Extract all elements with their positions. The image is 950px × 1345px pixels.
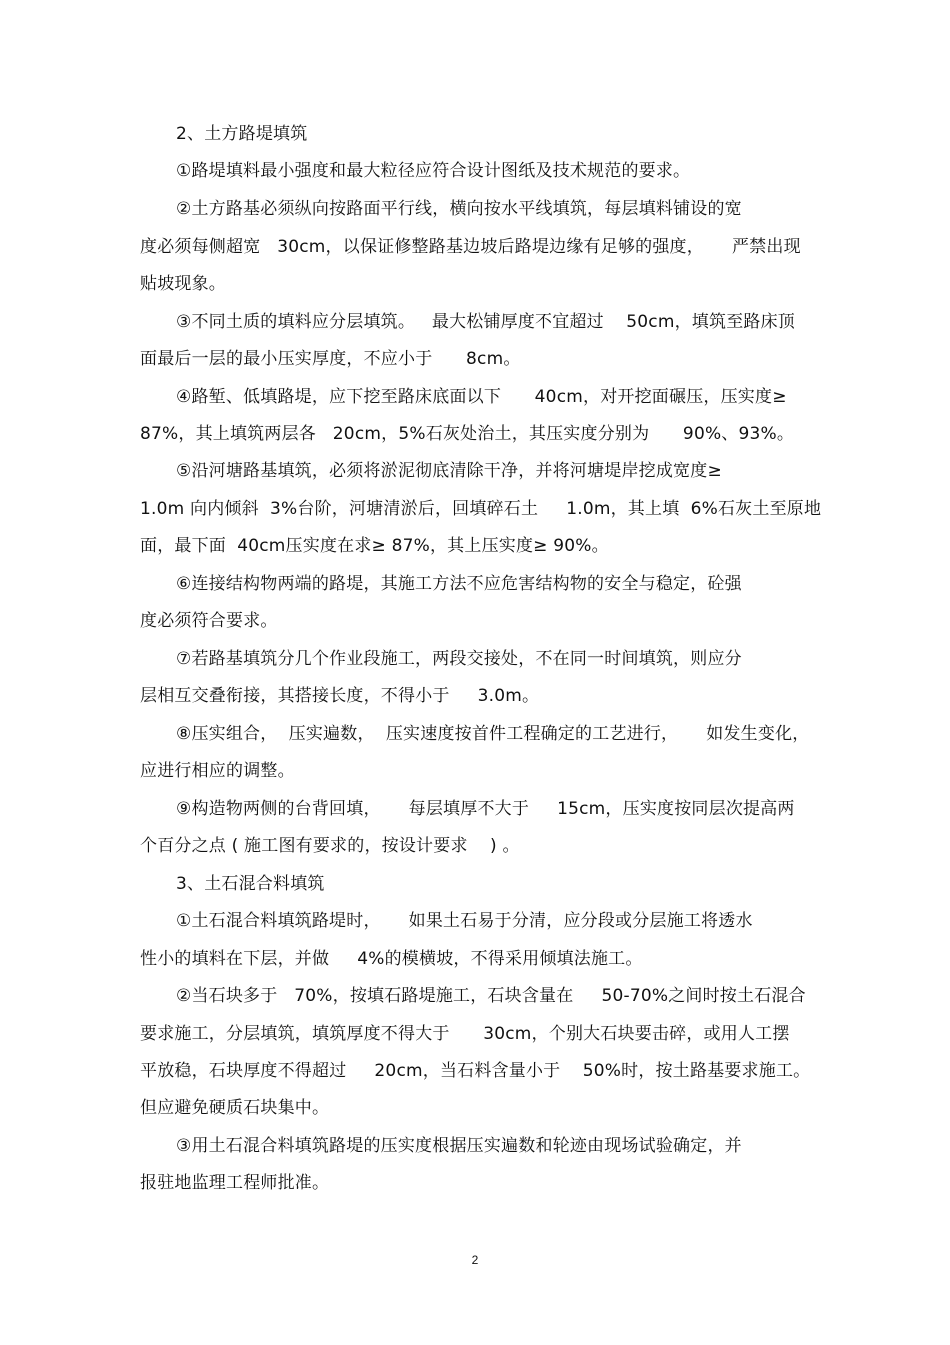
paragraph-line: ②当石块多于 70%，按填石路堤施工，石块含量在 50-70%之间时按土石混合	[176, 986, 806, 1006]
paragraph-line: 度必须每侧超宽 30cm，以保证修整路基边坡后路堤边缘有足够的强度， 严禁出现	[140, 237, 801, 257]
paragraph-line: 度必须符合要求。	[140, 611, 278, 631]
paragraph-line: 报驻地监理工程师批准。	[140, 1173, 330, 1193]
paragraph-line: 1.0m 向内倾斜 3%台阶，河塘清淤后，回填碎石土 1.0m，其上填 6%石灰土至原地	[140, 499, 822, 519]
paragraph-line: 贴坡现象。	[140, 274, 226, 294]
paragraph-line: 但应避免硬质石块集中。	[140, 1098, 330, 1118]
paragraph-line: 平放稳，石块厚度不得超过 20cm，当石料含量小于 50%时，按土路基要求施工。	[140, 1061, 811, 1081]
paragraph-line: ④路堑、低填路堤，应下挖至路床底面以下 40cm，对开挖面碾压，压实度≥	[176, 387, 787, 407]
paragraph-line: 面最后一层的最小压实厚度，不应小于 8cm。	[140, 349, 521, 369]
paragraph-line: 要求施工，分层填筑，填筑厚度不得大于 30cm，个别大石块要击碎，或用人工摆	[140, 1024, 790, 1044]
paragraph-line: ①土石混合料填筑路堤时， 如果土石易于分清，应分段或分层施工将透水	[176, 911, 753, 931]
section-heading-earthwork-embankment: 2、土方路堤填筑	[176, 124, 308, 144]
paragraph-line: 层相互交叠衔接，其搭接长度，不得小于 3.0m。	[140, 686, 540, 706]
paragraph-line: ⑨构造物两侧的台背回填， 每层填厚不大于 15cm，压实度按同层次提高两	[176, 799, 795, 819]
paragraph-line: ②土方路基必须纵向按路面平行线，横向按水平线填筑，每层填料铺设的宽	[176, 199, 742, 219]
paragraph-line: ⑤沿河塘路基填筑，必须将淤泥彻底清除干净，并将河塘堤岸挖成宽度≥	[176, 461, 722, 481]
paragraph-line: ①路堤填料最小强度和最大粒径应符合设计图纸及技术规范的要求。	[176, 161, 691, 181]
paragraph-line: ⑦若路基填筑分几个作业段施工，两段交接处，不在同一时间填筑，则应分	[176, 649, 742, 669]
paragraph-line: ⑥连接结构物两端的路堤，其施工方法不应危害结构物的安全与稳定，砼强	[176, 574, 742, 594]
paragraph-line: ⑧压实组合， 压实遍数， 压实速度按首件工程确定的工艺进行， 如发生变化，	[176, 724, 810, 744]
paragraph-line: 个百分之点 ( 施工图有要求的，按设计要求 ) 。	[140, 836, 520, 856]
page-number: 2	[471, 1253, 479, 1267]
section-heading-soil-rock-fill: 3、土石混合料填筑	[176, 874, 325, 894]
paragraph-line: 性小的填料在下层，并做 4%的模横坡，不得采用倾填法施工。	[140, 949, 643, 969]
paragraph-line: ③不同土质的填料应分层填筑。 最大松铺厚度不宜超过 50cm，填筑至路床顶	[176, 312, 796, 332]
paragraph-line: 应进行相应的调整。	[140, 761, 295, 781]
paragraph-line: ③用土石混合料填筑路堤的压实度根据压实遍数和轮迹由现场试验确定，并	[176, 1136, 742, 1156]
paragraph-line: 87%，其上填筑两层各 20cm，5%石灰处治土，其压实度分别为 90%、93%。	[140, 424, 795, 444]
paragraph-line: 面，最下面 40cm压实度在求≥ 87%，其上压实度≥ 90%。	[140, 536, 609, 556]
